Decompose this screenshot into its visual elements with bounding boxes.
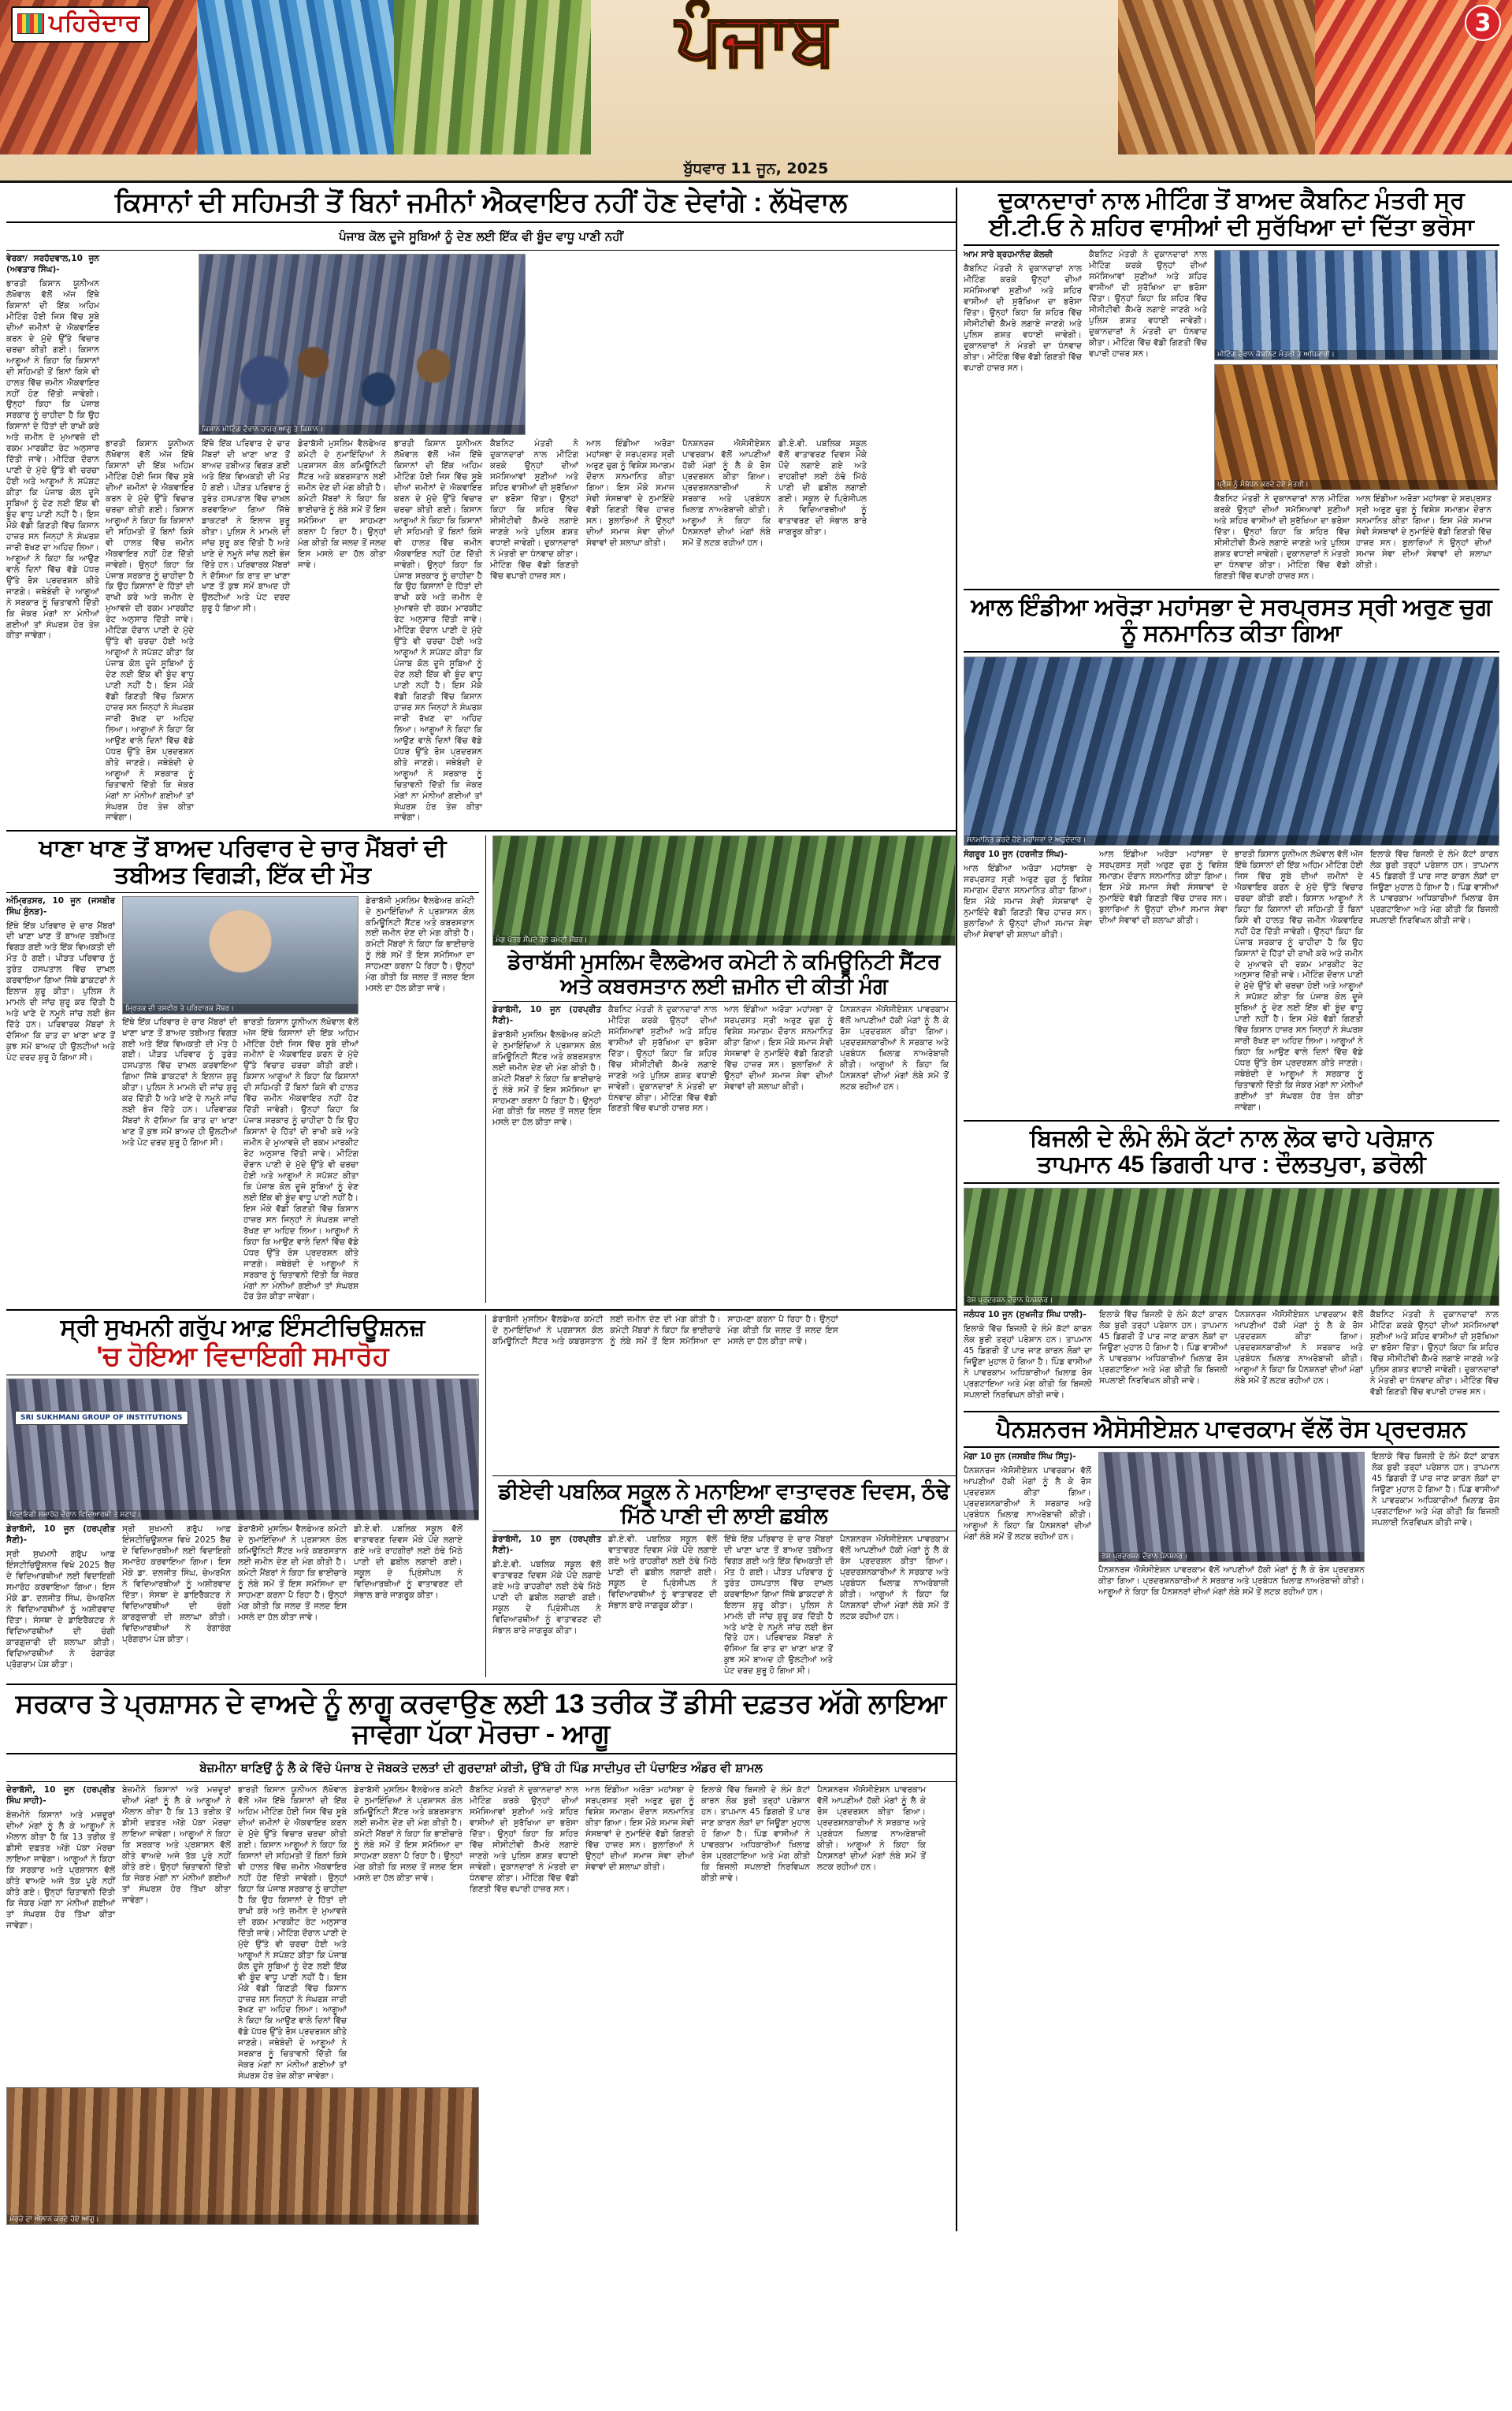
body-col6: ਕੈਬਨਿਟ ਮੰਤਰੀ ਨੇ ਦੁਕਾਨਦਾਰਾਂ ਨਾਲ ਮੀਟਿੰਗ ਕਰਕੇ ਉਨ੍ਹਾਂ ਦੀਆਂ ਸਮੱਸਿਆਵਾਂ ਸੁਣੀਆਂ ਅਤੇ ਸ਼ਹਿਰ ਵਾਸੀਆਂ ਦੀ ਸੁਰੱਖਿਆ ਦਾ ਭਰੋਸਾ ਦਿੱਤਾ। ਉਨ੍ਹਾਂ ਕਿਹਾ ਕਿ ਸ਼ਹਿਰ ਵਿੱਚ ਸੀਸੀਟੀਵੀ ਕੈਮਰੇ ਲਗਾਏ ਜਾਣਗੇ ਅਤੇ ਪੁਲਿਸ ਗਸ਼ਤ ਵਧਾਈ ਜਾਵੇਗੀ। ਦੁਕਾਨਦਾਰਾਂ ਨੇ ਮੰਤਰੀ ਦਾ ਧੰਨਵਾਦ ਕੀਤਾ। ਮੀਟਿੰਗ ਵਿੱਚ ਵੱਡੀ ਗਿਣਤੀ ਵਿੱਚ ਵਪਾਰੀ ਹਾਜ਼ਰ ਸਨ। [490, 439, 578, 581]
article-dc-morcha [6, 1689, 956, 2225]
body-col8: ਪੈਨਸ਼ਨਰਜ ਐਸੋਸੀਏਸ਼ਨ ਪਾਵਰਕਾਮ ਵੱਲੋਂ ਆਪਣੀਆਂ ਹੱਕੀ ਮੰਗਾਂ ਨੂੰ ਲੈ ਕੇ ਰੋਸ ਪ੍ਰਦਰਸ਼ਨ ਕੀਤਾ ਗਿਆ। ਪ੍ਰਦਰਸ਼ਨਕਾਰੀਆਂ ਨੇ ਸਰਕਾਰ ਅਤੇ ਪ੍ਰਬੰਧਨ ਖ਼ਿਲਾਫ਼ ਨਾਅਰੇਬਾਜ਼ੀ ਕੀਤੀ। ਆਗੂਆਂ ਨੇ ਕਿਹਾ ਕਿ ਪੈਨਸ਼ਨਰਾਂ ਦੀਆਂ ਮੰਗਾਂ ਲੰਬੇ ਸਮੇਂ ਤੋਂ ਲਟਕ ਰਹੀਆਂ ਹਨ। [682, 439, 771, 548]
body-col2: ਪੈਨਸ਼ਨਰਜ ਐਸੋਸੀਏਸ਼ਨ ਪਾਵਰਕਾਮ ਵੱਲੋਂ ਆਪਣੀਆਂ ਹੱਕੀ ਮੰਗਾਂ ਨੂੰ ਲੈ ਕੇ ਰੋਸ ਪ੍ਰਦਰਸ਼ਨ ਕੀਤਾ ਗਿਆ। ਪ੍ਰਦਰਸ਼ਨਕਾਰੀਆਂ ਨੇ ਸਰਕਾਰ ਅਤੇ ਪ੍ਰਬੰਧਨ ਖ਼ਿਲਾਫ਼ ਨਾਅਰੇਬਾਜ਼ੀ ਕੀਤੀ। ਆਗੂਆਂ ਨੇ ਕਿਹਾ ਕਿ ਪੈਨਸ਼ਨਰਾਂ ਦੀਆਂ ਮੰਗਾਂ ਲੰਬੇ ਸਮੇਂ ਤੋਂ ਲਟਕ ਰਹੀਆਂ ਹਨ। [1098, 1565, 1365, 1598]
body-col3: ਭਾਰਤੀ ਕਿਸਾਨ ਯੂਨੀਅਨ ਲੱਖੋਵਾਲ ਵੱਲੋਂ ਅੱਜ ਇੱਥੇ ਕਿਸਾਨਾਂ ਦੀ ਇੱਕ ਅਹਿਮ ਮੀਟਿੰਗ ਹੋਈ ਜਿਸ ਵਿੱਚ ਸੂਬੇ ਦੀਆਂ ਜ਼ਮੀਨਾਂ ਦੇ ਐਕਵਾਇਰ ਕਰਨ ਦੇ ਮੁੱਦੇ ਉੱਤੇ ਵਿਚਾਰ ਚਰਚਾ ਕੀਤੀ ਗਈ। ਕਿਸਾਨ ਆਗੂਆਂ ਨੇ ਕਿਹਾ ਕਿ ਕਿਸਾਨਾਂ ਦੀ ਸਹਿਮਤੀ ਤੋਂ ਬਿਨਾਂ ਕਿਸੇ ਵੀ ਹਾਲਤ ਵਿੱਚ ਜ਼ਮੀਨ ਐਕਵਾਇਰ ਨਹੀਂ ਹੋਣ ਦਿੱਤੀ ਜਾਵੇਗੀ। ਉਨ੍ਹਾਂ ਕਿਹਾ ਕਿ ਪੰਜਾਬ ਸਰਕਾਰ ਨੂੰ ਚਾਹੀਦਾ ਹੈ ਕਿ ਉਹ ਕਿਸਾਨਾਂ ਦੇ ਹਿੱਤਾਂ ਦੀ ਰਾਖੀ ਕਰੇ ਅਤੇ ਜ਼ਮੀਨ ਦੇ ਮੁਆਵਜ਼ੇ ਦੀ ਰਕਮ ਮਾਰਕੀਟ ਰੇਟ ਅਨੁਸਾਰ ਦਿੱਤੀ ਜਾਵੇ। ਮੀਟਿੰਗ ਦੌਰਾਨ ਪਾਣੀ ਦੇ ਮੁੱਦੇ ਉੱਤੇ ਵੀ ਚਰਚਾ ਹੋਈ ਅਤੇ ਆਗੂਆਂ ਨੇ ਸਪੱਸ਼ਟ ਕੀਤਾ ਕਿ ਪੰਜਾਬ ਕੋਲ ਦੂਜੇ ਸੂਬਿਆਂ ਨੂੰ ਦੇਣ ਲਈ ਇੱਕ ਵੀ ਬੂੰਦ ਵਾਧੂ ਪਾਣੀ ਨਹੀਂ ਹੈ। ਇਸ ਮੌਕੇ ਵੱਡੀ ਗਿਣਤੀ ਵਿੱਚ ਕਿਸਾਨ ਹਾਜ਼ਰ ਸਨ ਜਿਨ੍ਹਾਂ ਨੇ ਸੰਘਰਸ਼ ਜਾਰੀ ਰੱਖਣ ਦਾ ਅਹਿਦ ਲਿਆ। ਆਗੂਆਂ ਨੇ ਕਿਹਾ ਕਿ ਆਉਣ ਵਾਲੇ ਦਿਨਾਂ ਵਿੱਚ ਵੱਡੇ ਪੱਧਰ ਉੱਤੇ ਰੋਸ ਪ੍ਰਦਰਸ਼ਨ ਕੀਤੇ ਜਾਣਗੇ। ਜਥੇਬੰਦੀ ਦੇ ਆਗੂਆਂ ਨੇ ਸਰਕਾਰ ਨੂੰ ਚਿਤਾਵਨੀ ਦਿੱਤੀ ਕਿ ਜੇਕਰ ਮੰਗਾਂ ਨਾ ਮੰਨੀਆਂ ਗਈਆਂ ਤਾਂ ਸੰਘਰਸ਼ ਹੋਰ ਤੇਜ਼ ਕੀਤਾ ਜਾਵੇਗਾ। [1235, 850, 1363, 1112]
photo-caption: ਵਿਦਾਇਗੀ ਸਮਾਰੋਹ ਦੌਰਾਨ ਵਿਦਿਆਰਥੀ ਤੇ ਸਟਾਫ਼। [7, 1510, 478, 1520]
body-col4: ਪੈਨਸ਼ਨਰਜ ਐਸੋਸੀਏਸ਼ਨ ਪਾਵਰਕਾਮ ਵੱਲੋਂ ਆਪਣੀਆਂ ਹੱਕੀ ਮੰਗਾਂ ਨੂੰ ਲੈ ਕੇ ਰੋਸ ਪ੍ਰਦਰਸ਼ਨ ਕੀਤਾ ਗਿਆ। ਪ੍ਰਦਰਸ਼ਨਕਾਰੀਆਂ ਨੇ ਸਰਕਾਰ ਅਤੇ ਪ੍ਰਬੰਧਨ ਖ਼ਿਲਾਫ਼ ਨਾਅਰੇਬਾਜ਼ੀ ਕੀਤੀ। ਆਗੂਆਂ ਨੇ ਕਿਹਾ ਕਿ ਪੈਨਸ਼ਨਰਾਂ ਦੀਆਂ ਮੰਗਾਂ ਲੰਬੇ ਸਮੇਂ ਤੋਂ ਲਟਕ ਰਹੀਆਂ ਹਨ। [840, 1004, 949, 1092]
article-photo-victim [122, 896, 358, 1014]
article-cabinet-minister [964, 188, 1499, 582]
body-text: ਇੱਥੇ ਇੱਕ ਪਰਿਵਾਰ ਦੇ ਚਾਰ ਮੈਂਬਰਾਂ ਦੀ ਖਾਣਾ ਖਾਣ ਤੋਂ ਬਾਅਦ ਤਬੀਅਤ ਵਿਗੜ ਗਈ ਅਤੇ ਇੱਕ ਵਿਅਕਤੀ ਦੀ ਮੌਤ ਹੋ ਗਈ। ਪੀੜਤ ਪਰਿਵਾਰ ਨੂੰ ਤੁਰੰਤ ਹਸਪਤਾਲ ਵਿੱਚ ਦਾਖ਼ਲ ਕਰਵਾਇਆ ਗਿਆ ਜਿੱਥੇ ਡਾਕਟਰਾਂ ਨੇ ਇਲਾਜ ਸ਼ੁਰੂ ਕੀਤਾ। ਪੁਲਿਸ ਨੇ ਮਾਮਲੇ ਦੀ ਜਾਂਚ ਸ਼ੁਰੂ ਕਰ ਦਿੱਤੀ ਹੈ ਅਤੇ ਖਾਣੇ ਦੇ ਨਮੂਨੇ ਜਾਂਚ ਲਈ ਭੇਜ ਦਿੱਤੇ ਹਨ। ਪਰਿਵਾਰਕ ਮੈਂਬਰਾਂ ਨੇ ਦੱਸਿਆ ਕਿ ਰਾਤ ਦਾ ਖਾਣਾ ਖਾਣ ਤੋਂ ਕੁਝ ਸਮੇਂ ਬਾਅਦ ਹੀ ਉਲਟੀਆਂ ਅਤੇ ਪੇਟ ਦਰਦ ਸ਼ੁਰੂ ਹੋ ਗਿਆ ਸੀ। [6, 921, 115, 1062]
body-col4: ਡੇਰਾਬੱਸੀ ਮੁਸਲਿਮ ਵੈਲਫੇਅਰ ਕਮੇਟੀ ਦੇ ਨੁਮਾਇੰਦਿਆਂ ਨੇ ਪ੍ਰਸ਼ਾਸਨ ਕੋਲ ਕਮਿਊਨਿਟੀ ਸੈਂਟਰ ਅਤੇ ਕਬਰਸਤਾਨ ਲਈ ਜ਼ਮੀਨ ਦੇਣ ਦੀ ਮੰਗ ਕੀਤੀ ਹੈ। ਕਮੇਟੀ ਮੈਂਬਰਾਂ ਨੇ ਕਿਹਾ ਕਿ ਭਾਈਚਾਰੇ ਨੂੰ ਲੰਬੇ ਸਮੇਂ ਤੋਂ ਇਸ ਸਮੱਸਿਆ ਦਾ ਸਾਹਮਣਾ ਕਰਨਾ ਪੈ ਰਿਹਾ ਹੈ। ਉਨ੍ਹਾਂ ਮੰਗ ਕੀਤੀ ਕਿ ਜਲਦ ਤੋਂ ਜਲਦ ਇਸ ਮਸਲੇ ਦਾ ਹੱਲ ਕੀਤਾ ਜਾਵੇ। [298, 439, 387, 570]
body-col1 [6, 1785, 115, 2082]
body-col1 [964, 250, 1082, 582]
photo-caption: ਰੋਸ ਪ੍ਰਦਰਸ਼ਨ ਦੌਰਾਨ ਪੈਨਸ਼ਨਰ। [964, 1296, 1499, 1305]
body-text: ਡੀ.ਏ.ਵੀ. ਪਬਲਿਕ ਸਕੂਲ ਵੱਲੋਂ ਵਾਤਾਵਰਣ ਦਿਵਸ ਮੌਕੇ ਪੌਦੇ ਲਗਾਏ ਗਏ ਅਤੇ ਰਾਹਗੀਰਾਂ ਲਈ ਠੰਢੇ ਮਿੱਠੇ ਪਾਣੀ ਦੀ ਛਬੀਲ ਲਗਾਈ ਗਈ। ਸਕੂਲ ਦੇ ਪ੍ਰਿੰਸੀਪਲ ਨੇ ਵਿਦਿਆਰਥੀਆਂ ਨੂੰ ਵਾਤਾਵਰਣ ਦੀ ਸੰਭਾਲ ਬਾਰੇ ਜਾਗਰੂਕ ਕੀਤਾ। [492, 1559, 601, 1635]
dateline: ਵੇਰਕਾ/ ਸਰਹੱਦਵਾਲ,10 ਜੂਨ (ਅਵਤਾਰ ਸਿੰਘ)- [6, 254, 99, 275]
body-col5: ਭਾਰਤੀ ਕਿਸਾਨ ਯੂਨੀਅਨ ਲੱਖੋਵਾਲ ਵੱਲੋਂ ਅੱਜ ਇੱਥੇ ਕਿਸਾਨਾਂ ਦੀ ਇੱਕ ਅਹਿਮ ਮੀਟਿੰਗ ਹੋਈ ਜਿਸ ਵਿੱਚ ਸੂਬੇ ਦੀਆਂ ਜ਼ਮੀਨਾਂ ਦੇ ਐਕਵਾਇਰ ਕਰਨ ਦੇ ਮੁੱਦੇ ਉੱਤੇ ਵਿਚਾਰ ਚਰਚਾ ਕੀਤੀ ਗਈ। ਕਿਸਾਨ ਆਗੂਆਂ ਨੇ ਕਿਹਾ ਕਿ ਕਿਸਾਨਾਂ ਦੀ ਸਹਿਮਤੀ ਤੋਂ ਬਿਨਾਂ ਕਿਸੇ ਵੀ ਹਾਲਤ ਵਿੱਚ ਜ਼ਮੀਨ ਐਕਵਾਇਰ ਨਹੀਂ ਹੋਣ ਦਿੱਤੀ ਜਾਵੇਗੀ। ਉਨ੍ਹਾਂ ਕਿਹਾ ਕਿ ਪੰਜਾਬ ਸਰਕਾਰ ਨੂੰ ਚਾਹੀਦਾ ਹੈ ਕਿ ਉਹ ਕਿਸਾਨਾਂ ਦੇ ਹਿੱਤਾਂ ਦੀ ਰਾਖੀ ਕਰੇ ਅਤੇ ਜ਼ਮੀਨ ਦੇ ਮੁਆਵਜ਼ੇ ਦੀ ਰਕਮ ਮਾਰਕੀਟ ਰੇਟ ਅਨੁਸਾਰ ਦਿੱਤੀ ਜਾਵੇ। ਮੀਟਿੰਗ ਦੌਰਾਨ ਪਾਣੀ ਦੇ ਮੁੱਦੇ ਉੱਤੇ ਵੀ ਚਰਚਾ ਹੋਈ ਅਤੇ ਆਗੂਆਂ ਨੇ ਸਪੱਸ਼ਟ ਕੀਤਾ ਕਿ ਪੰਜਾਬ ਕੋਲ ਦੂਜੇ ਸੂਬਿਆਂ ਨੂੰ ਦੇਣ ਲਈ ਇੱਕ ਵੀ ਬੂੰਦ ਵਾਧੂ ਪਾਣੀ ਨਹੀਂ ਹੈ। ਇਸ ਮੌਕੇ ਵੱਡੀ ਗਿਣਤੀ ਵਿੱਚ ਕਿਸਾਨ ਹਾਜ਼ਰ ਸਨ ਜਿਨ੍ਹਾਂ ਨੇ ਸੰਘਰਸ਼ ਜਾਰੀ ਰੱਖਣ ਦਾ ਅਹਿਦ ਲਿਆ। ਆਗੂਆਂ ਨੇ ਕਿਹਾ ਕਿ ਆਉਣ ਵਾਲੇ ਦਿਨਾਂ ਵਿੱਚ ਵੱਡੇ ਪੱਧਰ ਉੱਤੇ ਰੋਸ ਪ੍ਰਦਰਸ਼ਨ ਕੀਤੇ ਜਾਣਗੇ। ਜਥੇਬੰਦੀ ਦੇ ਆਗੂਆਂ ਨੇ ਸਰਕਾਰ ਨੂੰ ਚਿਤਾਵਨੀ ਦਿੱਤੀ ਕਿ ਜੇਕਰ ਮੰਗਾਂ ਨਾ ਮੰਨੀਆਂ ਗਈਆਂ ਤਾਂ ਸੰਘਰਸ਼ ਹੋਰ ਤੇਜ਼ ਕੀਤਾ ਜਾਵੇਗਾ। [394, 439, 482, 823]
publication-logo [11, 6, 150, 43]
masthead [0, 0, 1512, 183]
body-col7: ਆਲ ਇੰਡੀਆ ਅਰੋੜਾ ਮਹਾਂਸਭਾ ਦੇ ਸਰਪ੍ਰਸਤ ਸ੍ਰੀ ਅਰੁਣ ਚੁਗ ਨੂੰ ਵਿਸ਼ੇਸ਼ ਸਮਾਗਮ ਦੌਰਾਨ ਸਨਮਾਨਿਤ ਕੀਤਾ ਗਿਆ। ਇਸ ਮੌਕੇ ਸਮਾਜ ਸੇਵੀ ਸੰਸਥਾਵਾਂ ਦੇ ਨੁਮਾਇੰਦੇ ਵੱਡੀ ਗਿਣਤੀ ਵਿੱਚ ਹਾਜ਼ਰ ਸਨ। ਬੁਲਾਰਿਆਂ ਨੇ ਉਨ੍ਹਾਂ ਦੀਆਂ ਸਮਾਜ ਸੇਵਾ ਦੀਆਂ ਸੇਵਾਵਾਂ ਦੀ ਸ਼ਲਾਘਾ ਕੀਤੀ। [586, 439, 674, 548]
body-col2: ਬੇਜ਼ਮੀਨੇ ਕਿਸਾਨਾਂ ਅਤੇ ਮਜ਼ਦੂਰਾਂ ਦੀਆਂ ਮੰਗਾਂ ਨੂੰ ਲੈ ਕੇ ਆਗੂਆਂ ਨੇ ਐਲਾਨ ਕੀਤਾ ਹੈ ਕਿ 13 ਤਰੀਕ ਤੋਂ ਡੀਸੀ ਦਫ਼ਤਰ ਅੱਗੇ ਪੱਕਾ ਮੋਰਚਾ ਲਾਇਆ ਜਾਵੇਗਾ। ਆਗੂਆਂ ਨੇ ਕਿਹਾ ਕਿ ਸਰਕਾਰ ਅਤੇ ਪ੍ਰਸ਼ਾਸਨ ਵੱਲੋਂ ਕੀਤੇ ਵਾਅਦੇ ਅਜੇ ਤੱਕ ਪੂਰੇ ਨਹੀਂ ਕੀਤੇ ਗਏ। ਉਨ੍ਹਾਂ ਚਿਤਾਵਨੀ ਦਿੱਤੀ ਕਿ ਜੇਕਰ ਮੰਗਾਂ ਨਾ ਮੰਨੀਆਂ ਗਈਆਂ ਤਾਂ ਸੰਘਰਸ਼ ਹੋਰ ਤਿੱਖਾ ਕੀਤਾ ਜਾਵੇਗਾ। [122, 1785, 231, 1905]
article-headline-line2: 'ਚ ਹੋਇਆ ਵਿਦਾਇਗੀ ਸਮਾਰੋਹ [96, 1341, 389, 1371]
body-col3: ਡੇਰਾਬੱਸੀ ਮੁਸਲਿਮ ਵੈਲਫੇਅਰ ਕਮੇਟੀ ਦੇ ਨੁਮਾਇੰਦਿਆਂ ਨੇ ਪ੍ਰਸ਼ਾਸਨ ਕੋਲ ਕਮਿਊਨਿਟੀ ਸੈਂਟਰ ਅਤੇ ਕਬਰਸਤਾਨ ਲਈ ਜ਼ਮੀਨ ਦੇਣ ਦੀ ਮੰਗ ਕੀਤੀ ਹੈ। ਕਮੇਟੀ ਮੈਂਬਰਾਂ ਨੇ ਕਿਹਾ ਕਿ ਭਾਈਚਾਰੇ ਨੂੰ ਲੰਬੇ ਸਮੇਂ ਤੋਂ ਇਸ ਸਮੱਸਿਆ ਦਾ ਸਾਹਮਣਾ ਕਰਨਾ ਪੈ ਰਿਹਾ ਹੈ। ਉਨ੍ਹਾਂ ਮੰਗ ਕੀਤੀ ਕਿ ਜਲਦ ਤੋਂ ਜਲਦ ਇਸ ਮਸਲੇ ਦਾ ਹੱਲ ਕੀਤਾ ਜਾਵੇ। [238, 1524, 347, 1622]
article-lakhowal [6, 188, 956, 824]
article-headline: ਆਲ ਇੰਡੀਆ ਅਰੋੜਾ ਮਹਾਂਸਭਾ ਦੇ ਸਰਪ੍ਰਸਤ ਸ੍ਰੀ ਅਰੁਣ ਚੁਗ ਨੂੰ ਸਨਮਾਨਿਤ ਕੀਤਾ ਗਿਆ [971, 593, 1492, 647]
dateline: ਡੇਰਾਬੱਸੀ, 10 ਜੂਨ (ਹਰਪ੍ਰੀਤ ਸੈਣੀ)- [492, 1004, 601, 1025]
page-title [457, 0, 1056, 80]
article-headline-line1: ਸ੍ਰੀ ਸੁਖਮਨੀ ਗਰੁੱਪ ਆਫ਼ ਇੰਸਟੀਚਿਊਸ਼ਨਜ਼ [60, 1315, 425, 1341]
photo-caption: ਰੋਸ ਪ੍ਰਦਰਸ਼ਨ ਦੌਰਾਨ ਪੈਨਸ਼ਨਰ। [1099, 1552, 1364, 1561]
photo-caption: ਸਨਮਾਨਿਤ ਕਰਦੇ ਹੋਏ ਮਹਾਂਸਭਾ ਦੇ ਅਹੁਦੇਦਾਰ। [964, 835, 1499, 845]
article-photo-committee [492, 835, 956, 946]
dateline: ਆਮ ਸਾਰੇ ਬ੍ਰਹਮਾਨੰਦ ਕੋਲਜ਼ੀ [964, 250, 1053, 260]
dateline: ਅੰਮ੍ਰਿਤਸਰ, 10 ਜੂਨ (ਜਸਬੀਰ ਸਿੰਘ ਸੁੰਨੜ)- [6, 895, 115, 917]
body-col6: ਆਲ ਇੰਡੀਆ ਅਰੋੜਾ ਮਹਾਂਸਭਾ ਦੇ ਸਰਪ੍ਰਸਤ ਸ੍ਰੀ ਅਰੁਣ ਚੁਗ ਨੂੰ ਵਿਸ਼ੇਸ਼ ਸਮਾਗਮ ਦੌਰਾਨ ਸਨਮਾਨਿਤ ਕੀਤਾ ਗਿਆ। ਇਸ ਮੌਕੇ ਸਮਾਜ ਸੇਵੀ ਸੰਸਥਾਵਾਂ ਦੇ ਨੁਮਾਇੰਦੇ ਵੱਡੀ ਗਿਣਤੀ ਵਿੱਚ ਹਾਜ਼ਰ ਸਨ। ਬੁਲਾਰਿਆਂ ਨੇ ਉਨ੍ਹਾਂ ਦੀਆਂ ਸਮਾਜ ਸੇਵਾ ਦੀਆਂ ਸੇਵਾਵਾਂ ਦੀ ਸ਼ਲਾਘਾ ਕੀਤੀ। [585, 1785, 694, 1873]
article-photo-press [1214, 364, 1498, 490]
article-food-poisoning [6, 835, 956, 1303]
body-col3: ਆਲ ਇੰਡੀਆ ਅਰੋੜਾ ਮਹਾਂਸਭਾ ਦੇ ਸਰਪ੍ਰਸਤ ਸ੍ਰੀ ਅਰੁਣ ਚੁਗ ਨੂੰ ਵਿਸ਼ੇਸ਼ ਸਮਾਗਮ ਦੌਰਾਨ ਸਨਮਾਨਿਤ ਕੀਤਾ ਗਿਆ। ਇਸ ਮੌਕੇ ਸਮਾਜ ਸੇਵੀ ਸੰਸਥਾਵਾਂ ਦੇ ਨੁਮਾਇੰਦੇ ਵੱਡੀ ਗਿਣਤੀ ਵਿੱਚ ਹਾਜ਼ਰ ਸਨ। ਬੁਲਾਰਿਆਂ ਨੇ ਉਨ੍ਹਾਂ ਦੀਆਂ ਸਮਾਜ ਸੇਵਾ ਦੀਆਂ ਸੇਵਾਵਾਂ ਦੀ ਸ਼ਲਾਘਾ ਕੀਤੀ। [724, 1004, 833, 1092]
body-col2: ਭਾਰਤੀ ਕਿਸਾਨ ਯੂਨੀਅਨ ਲੱਖੋਵਾਲ ਵੱਲੋਂ ਅੱਜ ਇੱਥੇ ਕਿਸਾਨਾਂ ਦੀ ਇੱਕ ਅਹਿਮ ਮੀਟਿੰਗ ਹੋਈ ਜਿਸ ਵਿੱਚ ਸੂਬੇ ਦੀਆਂ ਜ਼ਮੀਨਾਂ ਦੇ ਐਕਵਾਇਰ ਕਰਨ ਦੇ ਮੁੱਦੇ ਉੱਤੇ ਵਿਚਾਰ ਚਰਚਾ ਕੀਤੀ ਗਈ। ਕਿਸਾਨ ਆਗੂਆਂ ਨੇ ਕਿਹਾ ਕਿ ਕਿਸਾਨਾਂ ਦੀ ਸਹਿਮਤੀ ਤੋਂ ਬਿਨਾਂ ਕਿਸੇ ਵੀ ਹਾਲਤ ਵਿੱਚ ਜ਼ਮੀਨ ਐਕਵਾਇਰ ਨਹੀਂ ਹੋਣ ਦਿੱਤੀ ਜਾਵੇਗੀ। ਉਨ੍ਹਾਂ ਕਿਹਾ ਕਿ ਪੰਜਾਬ ਸਰਕਾਰ ਨੂੰ ਚਾਹੀਦਾ ਹੈ ਕਿ ਉਹ ਕਿਸਾਨਾਂ ਦੇ ਹਿੱਤਾਂ ਦੀ ਰਾਖੀ ਕਰੇ ਅਤੇ ਜ਼ਮੀਨ ਦੇ ਮੁਆਵਜ਼ੇ ਦੀ ਰਕਮ ਮਾਰਕੀਟ ਰੇਟ ਅਨੁਸਾਰ ਦਿੱਤੀ ਜਾਵੇ। ਮੀਟਿੰਗ ਦੌਰਾਨ ਪਾਣੀ ਦੇ ਮੁੱਦੇ ਉੱਤੇ ਵੀ ਚਰਚਾ ਹੋਈ ਅਤੇ ਆਗੂਆਂ ਨੇ ਸਪੱਸ਼ਟ ਕੀਤਾ ਕਿ ਪੰਜਾਬ ਕੋਲ ਦੂਜੇ ਸੂਬਿਆਂ ਨੂੰ ਦੇਣ ਲਈ ਇੱਕ ਵੀ ਬੂੰਦ ਵਾਧੂ ਪਾਣੀ ਨਹੀਂ ਹੈ। ਇਸ ਮੌਕੇ ਵੱਡੀ ਗਿਣਤੀ ਵਿੱਚ ਕਿਸਾਨ ਹਾਜ਼ਰ ਸਨ ਜਿਨ੍ਹਾਂ ਨੇ ਸੰਘਰਸ਼ ਜਾਰੀ ਰੱਖਣ ਦਾ ਅਹਿਦ ਲਿਆ। ਆਗੂਆਂ ਨੇ ਕਿਹਾ ਕਿ ਆਉਣ ਵਾਲੇ ਦਿਨਾਂ ਵਿੱਚ ਵੱਡੇ ਪੱਧਰ ਉੱਤੇ ਰੋਸ ਪ੍ਰਦਰਸ਼ਨ ਕੀਤੇ ਜਾਣਗੇ। ਜਥੇਬੰਦੀ ਦੇ ਆਗੂਆਂ ਨੇ ਸਰਕਾਰ ਨੂੰ ਚਿਤਾਵਨੀ ਦਿੱਤੀ ਕਿ ਜੇਕਰ ਮੰਗਾਂ ਨਾ ਮੰਨੀਆਂ ਗਈਆਂ ਤਾਂ ਸੰਘਰਸ਼ ਹੋਰ ਤੇਜ਼ ਕੀਤਾ ਜਾਵੇਗਾ। [106, 439, 194, 823]
body-col1 [492, 1535, 601, 1677]
article-photo-farmers [199, 254, 526, 435]
body-col4: ਡੀ.ਏ.ਵੀ. ਪਬਲਿਕ ਸਕੂਲ ਵੱਲੋਂ ਵਾਤਾਵਰਣ ਦਿਵਸ ਮੌਕੇ ਪੌਦੇ ਲਗਾਏ ਗਏ ਅਤੇ ਰਾਹਗੀਰਾਂ ਲਈ ਠੰਢੇ ਮਿੱਠੇ ਪਾਣੀ ਦੀ ਛਬੀਲ ਲਗਾਈ ਗਈ। ਸਕੂਲ ਦੇ ਪ੍ਰਿੰਸੀਪਲ ਨੇ ਵਿਦਿਆਰਥੀਆਂ ਨੂੰ ਵਾਤਾਵਰਣ ਦੀ ਸੰਭਾਲ ਬਾਰੇ ਜਾਗਰੂਕ ਕੀਤਾ। [354, 1524, 463, 1600]
article-headline-line1: ਬਿਜਲੀ ਦੇ ਲੰਮੇ ਲੰਮੇ ਕੱਟਾਂ ਨਾਲ ਲੋਕ ਢਾਹੇ ਪਰੇਸ਼ਾਨ [1029, 1125, 1434, 1152]
article-subheadline: ਪੰਜਾਬ ਕੋਲ ਦੂਜੇ ਸੂਬਿਆਂ ਨੂੰ ਦੇਣ ਲਈ ਇੱਕ ਵੀ ਬੂੰਦ ਵਾਧੂ ਪਾਣੀ ਨਹੀਂ [339, 229, 623, 244]
article-headline: ਸਰਕਾਰ ਤੇ ਪ੍ਰਸ਼ਾਸਨ ਦੇ ਵਾਅਦੇ ਨੂੰ ਲਾਗੂ ਕਰਵਾਉਣ ਲਈ 13 ਤਰੀਕ ਤੋਂ ਡੀਸੀ ਦਫ਼ਤਰ ਅੱਗੇ ਲਾਇਆ ਜਾਵੇਗਾ ਪੱਕਾ ਮੋਰਚਾ - ਆਗੂ [15, 1689, 947, 1750]
body-text: ਕੈਬਨਿਟ ਮੰਤਰੀ ਨੇ ਦੁਕਾਨਦਾਰਾਂ ਨਾਲ ਮੀਟਿੰਗ ਕਰਕੇ ਉਨ੍ਹਾਂ ਦੀਆਂ ਸਮੱਸਿਆਵਾਂ ਸੁਣੀਆਂ ਅਤੇ ਸ਼ਹਿਰ ਵਾਸੀਆਂ ਦੀ ਸੁਰੱਖਿਆ ਦਾ ਭਰੋਸਾ ਦਿੱਤਾ। ਉਨ੍ਹਾਂ ਕਿਹਾ ਕਿ ਸ਼ਹਿਰ ਵਿੱਚ ਸੀਸੀਟੀਵੀ ਕੈਮਰੇ ਲਗਾਏ ਜਾਣਗੇ ਅਤੇ ਪੁਲਿਸ ਗਸ਼ਤ ਵਧਾਈ ਜਾਵੇਗੀ। ਦੁਕਾਨਦਾਰਾਂ ਨੇ ਮੰਤਰੀ ਦਾ ਧੰਨਵਾਦ ਕੀਤਾ। ਮੀਟਿੰਗ ਵਿੱਚ ਵੱਡੀ ਗਿਣਤੀ ਵਿੱਚ ਵਪਾਰੀ ਹਾਜ਼ਰ ਸਨ। [964, 264, 1082, 373]
photo-caption: ਕਿਸਾਨ ਮੀਟਿੰਗ ਦੌਰਾਨ ਹਾਜ਼ਰ ਆਗੂ ਤੇ ਕਿਸਾਨ। [199, 425, 525, 434]
body-col4: ਪੈਨਸ਼ਨਰਜ ਐਸੋਸੀਏਸ਼ਨ ਪਾਵਰਕਾਮ ਵੱਲੋਂ ਆਪਣੀਆਂ ਹੱਕੀ ਮੰਗਾਂ ਨੂੰ ਲੈ ਕੇ ਰੋਸ ਪ੍ਰਦਰਸ਼ਨ ਕੀਤਾ ਗਿਆ। ਪ੍ਰਦਰਸ਼ਨਕਾਰੀਆਂ ਨੇ ਸਰਕਾਰ ਅਤੇ ਪ੍ਰਬੰਧਨ ਖ਼ਿਲਾਫ਼ ਨਾਅਰੇਬਾਜ਼ੀ ਕੀਤੀ। ਆਗੂਆਂ ਨੇ ਕਿਹਾ ਕਿ ਪੈਨਸ਼ਨਰਾਂ ਦੀਆਂ ਮੰਗਾਂ ਲੰਬੇ ਸਮੇਂ ਤੋਂ ਲਟਕ ਰਹੀਆਂ ਹਨ। [840, 1534, 949, 1621]
body-text: ਬੇਜ਼ਮੀਨੇ ਕਿਸਾਨਾਂ ਅਤੇ ਮਜ਼ਦੂਰਾਂ ਦੀਆਂ ਮੰਗਾਂ ਨੂੰ ਲੈ ਕੇ ਆਗੂਆਂ ਨੇ ਐਲਾਨ ਕੀਤਾ ਹੈ ਕਿ 13 ਤਰੀਕ ਤੋਂ ਡੀਸੀ ਦਫ਼ਤਰ ਅੱਗੇ ਪੱਕਾ ਮੋਰਚਾ ਲਾਇਆ ਜਾਵੇਗਾ। ਆਗੂਆਂ ਨੇ ਕਿਹਾ ਕਿ ਸਰਕਾਰ ਅਤੇ ਪ੍ਰਸ਼ਾਸਨ ਵੱਲੋਂ ਕੀਤੇ ਵਾਅਦੇ ਅਜੇ ਤੱਕ ਪੂਰੇ ਨਹੀਂ ਕੀਤੇ ਗਏ। ਉਨ੍ਹਾਂ ਚਿਤਾਵਨੀ ਦਿੱਤੀ ਕਿ ਜੇਕਰ ਮੰਗਾਂ ਨਾ ਮੰਨੀਆਂ ਗਈਆਂ ਤਾਂ ਸੰਘਰਸ਼ ਹੋਰ ਤਿੱਖਾ ਕੀਤਾ ਜਾਵੇਗਾ। [6, 1810, 115, 1930]
dateline: ਮੋਗਾ 10 ਜੂਨ (ਜਸਬੀਰ ਸਿੰਘ ਸਿੱਧੂ)- [964, 1452, 1076, 1462]
issue-date: ਬੁੱਧਵਾਰ 11 ਜੂਨ, 2025 [683, 160, 829, 177]
article-headline: ਡੀਏਵੀ ਪਬਲਿਕ ਸਕੂਲ ਨੇ ਮਨਾਇਆ ਵਾਤਾਵਰਣ ਦਿਵਸ, ਠੰਢੇ ਮਿੱਠੇ ਪਾਣੀ ਦੀ ਲਾਈ ਛਬੀਲ [498, 1479, 950, 1527]
body-continuation: ਡੇਰਾਬੱਸੀ ਮੁਸਲਿਮ ਵੈਲਫੇਅਰ ਕਮੇਟੀ ਦੇ ਨੁਮਾਇੰਦਿਆਂ ਨੇ ਪ੍ਰਸ਼ਾਸਨ ਕੋਲ ਕਮਿਊਨਿਟੀ ਸੈਂਟਰ ਅਤੇ ਕਬਰਸਤਾਨ ਲਈ ਜ਼ਮੀਨ ਦੇਣ ਦੀ ਮੰਗ ਕੀਤੀ ਹੈ। ਕਮੇਟੀ ਮੈਂਬਰਾਂ ਨੇ ਕਿਹਾ ਕਿ ਭਾਈਚਾਰੇ ਨੂੰ ਲੰਬੇ ਸਮੇਂ ਤੋਂ ਇਸ ਸਮੱਸਿਆ ਦਾ ਸਾਹਮਣਾ ਕਰਨਾ ਪੈ ਰਿਹਾ ਹੈ। ਉਨ੍ਹਾਂ ਮੰਗ ਕੀਤੀ ਕਿ ਜਲਦ ਤੋਂ ਜਲਦ ਇਸ ਮਸਲੇ ਦਾ ਹੱਲ ਕੀਤਾ ਜਾਵੇ। [492, 1315, 838, 1347]
body-col3: ਇਲਾਕੇ ਵਿੱਚ ਬਿਜਲੀ ਦੇ ਲੰਮੇ ਕੱਟਾਂ ਕਾਰਨ ਲੋਕ ਬੁਰੀ ਤਰ੍ਹਾਂ ਪਰੇਸ਼ਾਨ ਹਨ। ਤਾਪਮਾਨ 45 ਡਿਗਰੀ ਤੋਂ ਪਾਰ ਜਾਣ ਕਾਰਨ ਲੋਕਾਂ ਦਾ ਜਿਊਣਾ ਮੁਹਾਲ ਹੋ ਗਿਆ ਹੈ। ਪਿੰਡ ਵਾਸੀਆਂ ਨੇ ਪਾਵਰਕਾਮ ਅਧਿਕਾਰੀਆਂ ਖ਼ਿਲਾਫ਼ ਰੋਸ ਪ੍ਰਗਟਾਇਆ ਅਤੇ ਮੰਗ ਕੀਤੀ ਕਿ ਬਿਜਲੀ ਸਪਲਾਈ ਨਿਰਵਿਘਨ ਕੀਤੀ ਜਾਵੇ। [1371, 1452, 1499, 1527]
article-photo-protest-leaders [6, 2087, 479, 2225]
body-col2: ਇਲਾਕੇ ਵਿੱਚ ਬਿਜਲੀ ਦੇ ਲੰਮੇ ਕੱਟਾਂ ਕਾਰਨ ਲੋਕ ਬੁਰੀ ਤਰ੍ਹਾਂ ਪਰੇਸ਼ਾਨ ਹਨ। ਤਾਪਮਾਨ 45 ਡਿਗਰੀ ਤੋਂ ਪਾਰ ਜਾਣ ਕਾਰਨ ਲੋਕਾਂ ਦਾ ਜਿਊਣਾ ਮੁਹਾਲ ਹੋ ਗਿਆ ਹੈ। ਪਿੰਡ ਵਾਸੀਆਂ ਨੇ ਪਾਵਰਕਾਮ ਅਧਿਕਾਰੀਆਂ ਖ਼ਿਲਾਫ਼ ਰੋਸ ਪ੍ਰਗਟਾਇਆ ਅਤੇ ਮੰਗ ਕੀਤੀ ਕਿ ਬਿਜਲੀ ਸਪਲਾਈ ਨਿਰਵਿਘਨ ਕੀਤੀ ਜਾਵੇ। [1099, 1310, 1228, 1386]
body-col8: ਪੈਨਸ਼ਨਰਜ ਐਸੋਸੀਏਸ਼ਨ ਪਾਵਰਕਾਮ ਵੱਲੋਂ ਆਪਣੀਆਂ ਹੱਕੀ ਮੰਗਾਂ ਨੂੰ ਲੈ ਕੇ ਰੋਸ ਪ੍ਰਦਰਸ਼ਨ ਕੀਤਾ ਗਿਆ। ਪ੍ਰਦਰਸ਼ਨਕਾਰੀਆਂ ਨੇ ਸਰਕਾਰ ਅਤੇ ਪ੍ਰਬੰਧਨ ਖ਼ਿਲਾਫ਼ ਨਾਅਰੇਬਾਜ਼ੀ ਕੀਤੀ। ਆਗੂਆਂ ਨੇ ਕਿਹਾ ਕਿ ਪੈਨਸ਼ਨਰਾਂ ਦੀਆਂ ਮੰਗਾਂ ਲੰਬੇ ਸਮੇਂ ਤੋਂ ਲਟਕ ਰਹੀਆਂ ਹਨ। [817, 1785, 926, 1873]
photo-caption: ਪ੍ਰੈੱਸ ਨੂੰ ਸੰਬੋਧਨ ਕਰਦੇ ਹੋਏ ਮੰਤਰੀ। [1215, 480, 1497, 489]
article-headline-line2: ਤਾਪਮਾਨ 45 ਡਿਗਰੀ ਪਾਰ : ਦੌਲਤਪੁਰਾ, ਡਰੋਲੀ [1037, 1152, 1426, 1178]
body-col7: ਇਲਾਕੇ ਵਿੱਚ ਬਿਜਲੀ ਦੇ ਲੰਮੇ ਕੱਟਾਂ ਕਾਰਨ ਲੋਕ ਬੁਰੀ ਤਰ੍ਹਾਂ ਪਰੇਸ਼ਾਨ ਹਨ। ਤਾਪਮਾਨ 45 ਡਿਗਰੀ ਤੋਂ ਪਾਰ ਜਾਣ ਕਾਰਨ ਲੋਕਾਂ ਦਾ ਜਿਊਣਾ ਮੁਹਾਲ ਹੋ ਗਿਆ ਹੈ। ਪਿੰਡ ਵਾਸੀਆਂ ਨੇ ਪਾਵਰਕਾਮ ਅਧਿਕਾਰੀਆਂ ਖ਼ਿਲਾਫ਼ ਰੋਸ ਪ੍ਰਗਟਾਇਆ ਅਤੇ ਮੰਗ ਕੀਤੀ ਕਿ ਬਿਜਲੀ ਸਪਲਾਈ ਨਿਰਵਿਘਨ ਕੀਤੀ ਜਾਵੇ। [701, 1785, 810, 1884]
left-column-region [6, 188, 956, 2231]
body-col2: ਕੈਬਨਿਟ ਮੰਤਰੀ ਨੇ ਦੁਕਾਨਦਾਰਾਂ ਨਾਲ ਮੀਟਿੰਗ ਕਰਕੇ ਉਨ੍ਹਾਂ ਦੀਆਂ ਸਮੱਸਿਆਵਾਂ ਸੁਣੀਆਂ ਅਤੇ ਸ਼ਹਿਰ ਵਾਸੀਆਂ ਦੀ ਸੁਰੱਖਿਆ ਦਾ ਭਰੋਸਾ ਦਿੱਤਾ। ਉਨ੍ਹਾਂ ਕਿਹਾ ਕਿ ਸ਼ਹਿਰ ਵਿੱਚ ਸੀਸੀਟੀਵੀ ਕੈਮਰੇ ਲਗਾਏ ਜਾਣਗੇ ਅਤੇ ਪੁਲਿਸ ਗਸ਼ਤ ਵਧਾਈ ਜਾਵੇਗੀ। ਦੁਕਾਨਦਾਰਾਂ ਨੇ ਮੰਤਰੀ ਦਾ ਧੰਨਵਾਦ ਕੀਤਾ। ਮੀਟਿੰਗ ਵਿੱਚ ਵੱਡੀ ਗਿਣਤੀ ਵਿੱਚ ਵਪਾਰੀ ਹਾਜ਼ਰ ਸਨ। [1089, 250, 1207, 359]
body-col3: ਇੱਥੇ ਇੱਕ ਪਰਿਵਾਰ ਦੇ ਚਾਰ ਮੈਂਬਰਾਂ ਦੀ ਖਾਣਾ ਖਾਣ ਤੋਂ ਬਾਅਦ ਤਬੀਅਤ ਵਿਗੜ ਗਈ ਅਤੇ ਇੱਕ ਵਿਅਕਤੀ ਦੀ ਮੌਤ ਹੋ ਗਈ। ਪੀੜਤ ਪਰਿਵਾਰ ਨੂੰ ਤੁਰੰਤ ਹਸਪਤਾਲ ਵਿੱਚ ਦਾਖ਼ਲ ਕਰਵਾਇਆ ਗਿਆ ਜਿੱਥੇ ਡਾਕਟਰਾਂ ਨੇ ਇਲਾਜ ਸ਼ੁਰੂ ਕੀਤਾ। ਪੁਲਿਸ ਨੇ ਮਾਮਲੇ ਦੀ ਜਾਂਚ ਸ਼ੁਰੂ ਕਰ ਦਿੱਤੀ ਹੈ ਅਤੇ ਖਾਣੇ ਦੇ ਨਮੂਨੇ ਜਾਂਚ ਲਈ ਭੇਜ ਦਿੱਤੇ ਹਨ। ਪਰਿਵਾਰਕ ਮੈਂਬਰਾਂ ਨੇ ਦੱਸਿਆ ਕਿ ਰਾਤ ਦਾ ਖਾਣਾ ਖਾਣ ਤੋਂ ਕੁਝ ਸਮੇਂ ਬਾਅਦ ਹੀ ਉਲਟੀਆਂ ਅਤੇ ਪੇਟ ਦਰਦ ਸ਼ੁਰੂ ਹੋ ਗਿਆ ਸੀ। [202, 439, 290, 614]
body-col1 [6, 1524, 115, 1673]
body-col9: ਡੀ.ਏ.ਵੀ. ਪਬਲਿਕ ਸਕੂਲ ਵੱਲੋਂ ਵਾਤਾਵਰਣ ਦਿਵਸ ਮੌਕੇ ਪੌਦੇ ਲਗਾਏ ਗਏ ਅਤੇ ਰਾਹਗੀਰਾਂ ਲਈ ਠੰਢੇ ਮਿੱਠੇ ਪਾਣੀ ਦੀ ਛਬੀਲ ਲਗਾਈ ਗਈ। ਸਕੂਲ ਦੇ ਪ੍ਰਿੰਸੀਪਲ ਨੇ ਵਿਦਿਆਰਥੀਆਂ ਨੂੰ ਵਾਤਾਵਰਣ ਦੀ ਸੰਭਾਲ ਬਾਰੇ ਜਾਗਰੂਕ ਕੀਤਾ। [778, 439, 867, 537]
article-photo-minister-meeting [1214, 250, 1498, 360]
section-title: ਪੰਜਾਬ [675, 0, 837, 80]
body-col2: ਆਲ ਇੰਡੀਆ ਅਰੋੜਾ ਮਹਾਂਸਭਾ ਦੇ ਸਰਪ੍ਰਸਤ ਸ੍ਰੀ ਅਰੁਣ ਚੁਗ ਨੂੰ ਵਿਸ਼ੇਸ਼ ਸਮਾਗਮ ਦੌਰਾਨ ਸਨਮਾਨਿਤ ਕੀਤਾ ਗਿਆ। ਇਸ ਮੌਕੇ ਸਮਾਜ ਸੇਵੀ ਸੰਸਥਾਵਾਂ ਦੇ ਨੁਮਾਇੰਦੇ ਵੱਡੀ ਗਿਣਤੀ ਵਿੱਚ ਹਾਜ਼ਰ ਸਨ। ਬੁਲਾਰਿਆਂ ਨੇ ਉਨ੍ਹਾਂ ਦੀਆਂ ਸਮਾਜ ਸੇਵਾ ਦੀਆਂ ਸੇਵਾਵਾਂ ਦੀ ਸ਼ਲਾਘਾ ਕੀਤੀ। [1099, 850, 1228, 925]
dateline: ਡੇਰਾਬੱਸੀ, 10 ਜੂਨ (ਹਰਪ੍ਰੀਤ ਸੈਣੀ)- [6, 1524, 115, 1546]
article-headline: ਦੁਕਾਨਦਾਰਾਂ ਨਾਲ ਮੀਟਿੰਗ ਤੋਂ ਬਾਅਦ ਕੈਬਨਿਟ ਮੰਤਰੀ ਸ੍ਰ ਈ.ਟੀ.ਓ ਨੇ ਸ਼ਹਿਰ ਵਾਸੀਆਂ ਦੀ ਸੁਰੱਖਿਆ ਦਾਂ ਦਿੱਤਾ ਭਰੋਸਾ [989, 188, 1474, 240]
article-headline: ਡੇਰਾਬੱਸੀ ਮੁਸਲਿਮ ਵੈਲਫੇਅਰ ਕਮੇਟੀ ਨੇ ਕਮਿਊਨਿਟੀ ਸੈਂਟਰ ਅਤੇ ਕਬਰਸਤਾਨ ਲਈ ਜ਼ਮੀਨ ਦੀ ਕੀਤੀ ਮੰਗ [507, 950, 941, 998]
article-headline: ਖਾਣਾ ਖਾਣ ਤੋਂ ਬਾਅਦ ਪਰਿਵਾਰ ਦੇ ਚਾਰ ਮੈਂਬਰਾਂ ਦੀ ਤਬੀਅਤ ਵਿਗੜੀ, ਇੱਕ ਦੀ ਮੌਤ [39, 835, 447, 889]
article-body-col1 [6, 254, 99, 642]
article-sukhmani-farewell [6, 1315, 956, 1677]
body-col1 [964, 1452, 1091, 1598]
article-subheadline: ਬੇਜ਼ਮੀਨਾ ਥਾਣਿਉਂ ਨੂੰ ਲੈ ਕੇ ਵਿੱਚੇ ਪੰਜਾਬ ਦੇ ਜੋਬਕਤੇ ਦਲਤਾਂ ਦੀ ਗੁਰਦਾਸ਼ਾਂ ਕੀਤੀ, ਉੱਥੇ ਹੀ ਪਿੰਡ ਸਾਦੀਪੁਰ ਦੀ ਪੰਚਾਇਤ ਅੰਡਰ ਵੀ ਸ਼ਾਮਲ [199, 1761, 763, 1776]
dateline: ਦੇਰਾਬੱਸੀ, 10 ਜੂਨ (ਹਰਪ੍ਰੀਤ ਸਿੰਘ ਸਾਹੀ)- [6, 1785, 115, 1806]
dateline: ਸੰਗਰੂਰ 10 ਜੂਨ (ਹਰਜੀਤ ਸਿੰਘ)- [964, 850, 1068, 859]
article-headline: ਪੈਨਸ਼ਨਰਜ ਐਸੋਸੀਏਸ਼ਨ ਪਾਵਰਕਾਮ ਵੱਲੋਂ ਰੋਸ ਪ੍ਰਦਰਸ਼ਨ [996, 1416, 1467, 1442]
body-col4: ਆਲ ਇੰਡੀਆ ਅਰੋੜਾ ਮਹਾਂਸਭਾ ਦੇ ਸਰਪ੍ਰਸਤ ਸ੍ਰੀ ਅਰੁਣ ਚੁਗ ਨੂੰ ਵਿਸ਼ੇਸ਼ ਸਮਾਗਮ ਦੌਰਾਨ ਸਨਮਾਨਿਤ ਕੀਤਾ ਗਿਆ। ਇਸ ਮੌਕੇ ਸਮਾਜ ਸੇਵੀ ਸੰਸਥਾਵਾਂ ਦੇ ਨੁਮਾਇੰਦੇ ਵੱਡੀ ਗਿਣਤੀ ਵਿੱਚ ਹਾਜ਼ਰ ਸਨ। ਬੁਲਾਰਿਆਂ ਨੇ ਉਨ੍ਹਾਂ ਦੀਆਂ ਸਮਾਜ ਸੇਵਾ ਦੀਆਂ ਸੇਵਾਵਾਂ ਦੀ ਸ਼ਲਾਘਾ ਕੀਤੀ। [1356, 494, 1492, 570]
body-col1 [6, 896, 115, 1304]
flag-icon [17, 13, 44, 34]
body-col2: ਕੈਬਨਿਟ ਮੰਤਰੀ ਨੇ ਦੁਕਾਨਦਾਰਾਂ ਨਾਲ ਮੀਟਿੰਗ ਕਰਕੇ ਉਨ੍ਹਾਂ ਦੀਆਂ ਸਮੱਸਿਆਵਾਂ ਸੁਣੀਆਂ ਅਤੇ ਸ਼ਹਿਰ ਵਾਸੀਆਂ ਦੀ ਸੁਰੱਖਿਆ ਦਾ ਭਰੋਸਾ ਦਿੱਤਾ। ਉਨ੍ਹਾਂ ਕਿਹਾ ਕਿ ਸ਼ਹਿਰ ਵਿੱਚ ਸੀਸੀਟੀਵੀ ਕੈਮਰੇ ਲਗਾਏ ਜਾਣਗੇ ਅਤੇ ਪੁਲਿਸ ਗਸ਼ਤ ਵਧਾਈ ਜਾਵੇਗੀ। ਦੁਕਾਨਦਾਰਾਂ ਨੇ ਮੰਤਰੀ ਦਾ ਧੰਨਵਾਦ ਕੀਤਾ। ਮੀਟਿੰਗ ਵਿੱਚ ਵੱਡੀ ਗਿਣਤੀ ਵਿੱਚ ਵਪਾਰੀ ਹਾਜ਼ਰ ਸਨ। [608, 1004, 717, 1114]
body-col5: ਕੈਬਨਿਟ ਮੰਤਰੀ ਨੇ ਦੁਕਾਨਦਾਰਾਂ ਨਾਲ ਮੀਟਿੰਗ ਕਰਕੇ ਉਨ੍ਹਾਂ ਦੀਆਂ ਸਮੱਸਿਆਵਾਂ ਸੁਣੀਆਂ ਅਤੇ ਸ਼ਹਿਰ ਵਾਸੀਆਂ ਦੀ ਸੁਰੱਖਿਆ ਦਾ ਭਰੋਸਾ ਦਿੱਤਾ। ਉਨ੍ਹਾਂ ਕਿਹਾ ਕਿ ਸ਼ਹਿਰ ਵਿੱਚ ਸੀਸੀਟੀਵੀ ਕੈਮਰੇ ਲਗਾਏ ਜਾਣਗੇ ਅਤੇ ਪੁਲਿਸ ਗਸ਼ਤ ਵਧਾਈ ਜਾਵੇਗੀ। ਦੁਕਾਨਦਾਰਾਂ ਨੇ ਮੰਤਰੀ ਦਾ ਧੰਨਵਾਦ ਕੀਤਾ। ਮੀਟਿੰਗ ਵਿੱਚ ਵੱਡੀ ਗਿਣਤੀ ਵਿੱਚ ਵਪਾਰੀ ਹਾਜ਼ਰ ਸਨ। [470, 1785, 578, 1894]
article-photo-farewell [6, 1379, 479, 1520]
body-col2: ਇੱਥੇ ਇੱਕ ਪਰਿਵਾਰ ਦੇ ਚਾਰ ਮੈਂਬਰਾਂ ਦੀ ਖਾਣਾ ਖਾਣ ਤੋਂ ਬਾਅਦ ਤਬੀਅਤ ਵਿਗੜ ਗਈ ਅਤੇ ਇੱਕ ਵਿਅਕਤੀ ਦੀ ਮੌਤ ਹੋ ਗਈ। ਪੀੜਤ ਪਰਿਵਾਰ ਨੂੰ ਤੁਰੰਤ ਹਸਪਤਾਲ ਵਿੱਚ ਦਾਖ਼ਲ ਕਰਵਾਇਆ ਗਿਆ ਜਿੱਥੇ ਡਾਕਟਰਾਂ ਨੇ ਇਲਾਜ ਸ਼ੁਰੂ ਕੀਤਾ। ਪੁਲਿਸ ਨੇ ਮਾਮਲੇ ਦੀ ਜਾਂਚ ਸ਼ੁਰੂ ਕਰ ਦਿੱਤੀ ਹੈ ਅਤੇ ਖਾਣੇ ਦੇ ਨਮੂਨੇ ਜਾਂਚ ਲਈ ਭੇਜ ਦਿੱਤੇ ਹਨ। ਪਰਿਵਾਰਕ ਮੈਂਬਰਾਂ ਨੇ ਦੱਸਿਆ ਕਿ ਰਾਤ ਦਾ ਖਾਣਾ ਖਾਣ ਤੋਂ ਕੁਝ ਸਮੇਂ ਬਾਅਦ ਹੀ ਉਲਟੀਆਂ ਅਤੇ ਪੇਟ ਦਰਦ ਸ਼ੁਰੂ ਹੋ ਗਿਆ ਸੀ। [122, 1017, 237, 1148]
masthead-photo-4 [1118, 0, 1315, 154]
body-col4: ਕੈਬਨਿਟ ਮੰਤਰੀ ਨੇ ਦੁਕਾਨਦਾਰਾਂ ਨਾਲ ਮੀਟਿੰਗ ਕਰਕੇ ਉਨ੍ਹਾਂ ਦੀਆਂ ਸਮੱਸਿਆਵਾਂ ਸੁਣੀਆਂ ਅਤੇ ਸ਼ਹਿਰ ਵਾਸੀਆਂ ਦੀ ਸੁਰੱਖਿਆ ਦਾ ਭਰੋਸਾ ਦਿੱਤਾ। ਉਨ੍ਹਾਂ ਕਿਹਾ ਕਿ ਸ਼ਹਿਰ ਵਿੱਚ ਸੀਸੀਟੀਵੀ ਕੈਮਰੇ ਲਗਾਏ ਜਾਣਗੇ ਅਤੇ ਪੁਲਿਸ ਗਸ਼ਤ ਵਧਾਈ ਜਾਵੇਗੀ। ਦੁਕਾਨਦਾਰਾਂ ਨੇ ਮੰਤਰੀ ਦਾ ਧੰਨਵਾਦ ਕੀਤਾ। ਮੀਟਿੰਗ ਵਿੱਚ ਵੱਡੀ ਗਿਣਤੀ ਵਿੱਚ ਵਪਾਰੀ ਹਾਜ਼ਰ ਸਨ। [1370, 1310, 1499, 1397]
body-col3: ਇੱਥੇ ਇੱਕ ਪਰਿਵਾਰ ਦੇ ਚਾਰ ਮੈਂਬਰਾਂ ਦੀ ਖਾਣਾ ਖਾਣ ਤੋਂ ਬਾਅਦ ਤਬੀਅਤ ਵਿਗੜ ਗਈ ਅਤੇ ਇੱਕ ਵਿਅਕਤੀ ਦੀ ਮੌਤ ਹੋ ਗਈ। ਪੀੜਤ ਪਰਿਵਾਰ ਨੂੰ ਤੁਰੰਤ ਹਸਪਤਾਲ ਵਿੱਚ ਦਾਖ਼ਲ ਕਰਵਾਇਆ ਗਿਆ ਜਿੱਥੇ ਡਾਕਟਰਾਂ ਨੇ ਇਲਾਜ ਸ਼ੁਰੂ ਕੀਤਾ। ਪੁਲਿਸ ਨੇ ਮਾਮਲੇ ਦੀ ਜਾਂਚ ਸ਼ੁਰੂ ਕਰ ਦਿੱਤੀ ਹੈ ਅਤੇ ਖਾਣੇ ਦੇ ਨਮੂਨੇ ਜਾਂਚ ਲਈ ਭੇਜ ਦਿੱਤੇ ਹਨ। ਪਰਿਵਾਰਕ ਮੈਂਬਰਾਂ ਨੇ ਦੱਸਿਆ ਕਿ ਰਾਤ ਦਾ ਖਾਣਾ ਖਾਣ ਤੋਂ ਕੁਝ ਸਮੇਂ ਬਾਅਦ ਹੀ ਉਲਟੀਆਂ ਅਤੇ ਪੇਟ ਦਰਦ ਸ਼ੁਰੂ ਹੋ ਗਿਆ ਸੀ। [724, 1534, 833, 1676]
body-col2: ਸ੍ਰੀ ਸੁਖਮਨੀ ਗਰੁੱਪ ਆਫ਼ ਇੰਸਟੀਚਿਊਸ਼ਨਜ਼ ਵਿਖੇ 2025 ਬੈਚ ਦੇ ਵਿਦਿਆਰਥੀਆਂ ਲਈ ਵਿਦਾਇਗੀ ਸਮਾਰੋਹ ਕਰਵਾਇਆ ਗਿਆ। ਇਸ ਮੌਕੇ ਡਾ. ਦਲਜੀਤ ਸਿੰਘ, ਚੇਅਰਮੈਨ ਨੇ ਵਿਦਿਆਰਥੀਆਂ ਨੂੰ ਅਸ਼ੀਰਵਾਦ ਦਿੱਤਾ। ਸੰਸਥਾ ਦੇ ਡਾਇਰੈਕਟਰ ਨੇ ਵਿਦਿਆਰਥੀਆਂ ਦੀ ਚੰਗੀ ਕਾਰਗੁਜ਼ਾਰੀ ਦੀ ਸ਼ਲਾਘਾ ਕੀਤੀ। ਵਿਦਿਆਰਥੀਆਂ ਨੇ ਰੰਗਾਰੰਗ ਪ੍ਰੋਗਰਾਮ ਪੇਸ਼ ਕੀਤਾ। [122, 1524, 231, 1644]
article-photo-pensioners [1098, 1452, 1365, 1562]
body-col4: ਡੇਰਾਬੱਸੀ ਮੁਸਲਿਮ ਵੈਲਫੇਅਰ ਕਮੇਟੀ ਦੇ ਨੁਮਾਇੰਦਿਆਂ ਨੇ ਪ੍ਰਸ਼ਾਸਨ ਕੋਲ ਕਮਿਊਨਿਟੀ ਸੈਂਟਰ ਅਤੇ ਕਬਰਸਤਾਨ ਲਈ ਜ਼ਮੀਨ ਦੇਣ ਦੀ ਮੰਗ ਕੀਤੀ ਹੈ। ਕਮੇਟੀ ਮੈਂਬਰਾਂ ਨੇ ਕਿਹਾ ਕਿ ਭਾਈਚਾਰੇ ਨੂੰ ਲੰਬੇ ਸਮੇਂ ਤੋਂ ਇਸ ਸਮੱਸਿਆ ਦਾ ਸਾਹਮਣਾ ਕਰਨਾ ਪੈ ਰਿਹਾ ਹੈ। ਉਨ੍ਹਾਂ ਮੰਗ ਕੀਤੀ ਕਿ ਜਲਦ ਤੋਂ ਜਲਦ ਇਸ ਮਸਲੇ ਦਾ ਹੱਲ ਕੀਤਾ ਜਾਵੇ। [354, 1785, 463, 1884]
body-col3: ਭਾਰਤੀ ਕਿਸਾਨ ਯੂਨੀਅਨ ਲੱਖੋਵਾਲ ਵੱਲੋਂ ਅੱਜ ਇੱਥੇ ਕਿਸਾਨਾਂ ਦੀ ਇੱਕ ਅਹਿਮ ਮੀਟਿੰਗ ਹੋਈ ਜਿਸ ਵਿੱਚ ਸੂਬੇ ਦੀਆਂ ਜ਼ਮੀਨਾਂ ਦੇ ਐਕਵਾਇਰ ਕਰਨ ਦੇ ਮੁੱਦੇ ਉੱਤੇ ਵਿਚਾਰ ਚਰਚਾ ਕੀਤੀ ਗਈ। ਕਿਸਾਨ ਆਗੂਆਂ ਨੇ ਕਿਹਾ ਕਿ ਕਿਸਾਨਾਂ ਦੀ ਸਹਿਮਤੀ ਤੋਂ ਬਿਨਾਂ ਕਿਸੇ ਵੀ ਹਾਲਤ ਵਿੱਚ ਜ਼ਮੀਨ ਐਕਵਾਇਰ ਨਹੀਂ ਹੋਣ ਦਿੱਤੀ ਜਾਵੇਗੀ। ਉਨ੍ਹਾਂ ਕਿਹਾ ਕਿ ਪੰਜਾਬ ਸਰਕਾਰ ਨੂੰ ਚਾਹੀਦਾ ਹੈ ਕਿ ਉਹ ਕਿਸਾਨਾਂ ਦੇ ਹਿੱਤਾਂ ਦੀ ਰਾਖੀ ਕਰੇ ਅਤੇ ਜ਼ਮੀਨ ਦੇ ਮੁਆਵਜ਼ੇ ਦੀ ਰਕਮ ਮਾਰਕੀਟ ਰੇਟ ਅਨੁਸਾਰ ਦਿੱਤੀ ਜਾਵੇ। ਮੀਟਿੰਗ ਦੌਰਾਨ ਪਾਣੀ ਦੇ ਮੁੱਦੇ ਉੱਤੇ ਵੀ ਚਰਚਾ ਹੋਈ ਅਤੇ ਆਗੂਆਂ ਨੇ ਸਪੱਸ਼ਟ ਕੀਤਾ ਕਿ ਪੰਜਾਬ ਕੋਲ ਦੂਜੇ ਸੂਬਿਆਂ ਨੂੰ ਦੇਣ ਲਈ ਇੱਕ ਵੀ ਬੂੰਦ ਵਾਧੂ ਪਾਣੀ ਨਹੀਂ ਹੈ। ਇਸ ਮੌਕੇ ਵੱਡੀ ਗਿਣਤੀ ਵਿੱਚ ਕਿਸਾਨ ਹਾਜ਼ਰ ਸਨ ਜਿਨ੍ਹਾਂ ਨੇ ਸੰਘਰਸ਼ ਜਾਰੀ ਰੱਖਣ ਦਾ ਅਹਿਦ ਲਿਆ। ਆਗੂਆਂ ਨੇ ਕਿਹਾ ਕਿ ਆਉਣ ਵਾਲੇ ਦਿਨਾਂ ਵਿੱਚ ਵੱਡੇ ਪੱਧਰ ਉੱਤੇ ਰੋਸ ਪ੍ਰਦਰਸ਼ਨ ਕੀਤੇ ਜਾਣਗੇ। ਜਥੇਬੰਦੀ ਦੇ ਆਗੂਆਂ ਨੇ ਸਰਕਾਰ ਨੂੰ ਚਿਤਾਵਨੀ ਦਿੱਤੀ ਕਿ ਜੇਕਰ ਮੰਗਾਂ ਨਾ ਮੰਨੀਆਂ ਗਈਆਂ ਤਾਂ ਸੰਘਰਸ਼ ਹੋਰ ਤੇਜ਼ ਕੀਤਾ ਜਾਵੇਗਾ। [238, 1785, 347, 2082]
body-col3: ਪੈਨਸ਼ਨਰਜ ਐਸੋਸੀਏਸ਼ਨ ਪਾਵਰਕਾਮ ਵੱਲੋਂ ਆਪਣੀਆਂ ਹੱਕੀ ਮੰਗਾਂ ਨੂੰ ਲੈ ਕੇ ਰੋਸ ਪ੍ਰਦਰਸ਼ਨ ਕੀਤਾ ਗਿਆ। ਪ੍ਰਦਰਸ਼ਨਕਾਰੀਆਂ ਨੇ ਸਰਕਾਰ ਅਤੇ ਪ੍ਰਬੰਧਨ ਖ਼ਿਲਾਫ਼ ਨਾਅਰੇਬਾਜ਼ੀ ਕੀਤੀ। ਆਗੂਆਂ ਨੇ ਕਿਹਾ ਕਿ ਪੈਨਸ਼ਨਰਾਂ ਦੀਆਂ ਮੰਗਾਂ ਲੰਬੇ ਸਮੇਂ ਤੋਂ ਲਟਕ ਰਹੀਆਂ ਹਨ। [1235, 1310, 1363, 1386]
body-col3: ਕੈਬਨਿਟ ਮੰਤਰੀ ਨੇ ਦੁਕਾਨਦਾਰਾਂ ਨਾਲ ਮੀਟਿੰਗ ਕਰਕੇ ਉਨ੍ਹਾਂ ਦੀਆਂ ਸਮੱਸਿਆਵਾਂ ਸੁਣੀਆਂ ਅਤੇ ਸ਼ਹਿਰ ਵਾਸੀਆਂ ਦੀ ਸੁਰੱਖਿਆ ਦਾ ਭਰੋਸਾ ਦਿੱਤਾ। ਉਨ੍ਹਾਂ ਕਿਹਾ ਕਿ ਸ਼ਹਿਰ ਵਿੱਚ ਸੀਸੀਟੀਵੀ ਕੈਮਰੇ ਲਗਾਏ ਜਾਣਗੇ ਅਤੇ ਪੁਲਿਸ ਗਸ਼ਤ ਵਧਾਈ ਜਾਵੇਗੀ। ਦੁਕਾਨਦਾਰਾਂ ਨੇ ਮੰਤਰੀ ਦਾ ਧੰਨਵਾਦ ਕੀਤਾ। ਮੀਟਿੰਗ ਵਿੱਚ ਵੱਡੀ ਗਿਣਤੀ ਵਿੱਚ ਵਪਾਰੀ ਹਾਜ਼ਰ ਸਨ। [1214, 494, 1350, 581]
body-text: ਪੈਨਸ਼ਨਰਜ ਐਸੋਸੀਏਸ਼ਨ ਪਾਵਰਕਾਮ ਵੱਲੋਂ ਆਪਣੀਆਂ ਹੱਕੀ ਮੰਗਾਂ ਨੂੰ ਲੈ ਕੇ ਰੋਸ ਪ੍ਰਦਰਸ਼ਨ ਕੀਤਾ ਗਿਆ। ਪ੍ਰਦਰਸ਼ਨਕਾਰੀਆਂ ਨੇ ਸਰਕਾਰ ਅਤੇ ਪ੍ਰਬੰਧਨ ਖ਼ਿਲਾਫ਼ ਨਾਅਰੇਬਾਜ਼ੀ ਕੀਤੀ। ਆਗੂਆਂ ਨੇ ਕਿਹਾ ਕਿ ਪੈਨਸ਼ਨਰਾਂ ਦੀਆਂ ਮੰਗਾਂ ਲੰਬੇ ਸਮੇਂ ਤੋਂ ਲਟਕ ਰਹੀਆਂ ਹਨ। [964, 1466, 1092, 1542]
article-power-cuts [964, 1126, 1499, 1405]
body-text: ਆਲ ਇੰਡੀਆ ਅਰੋੜਾ ਮਹਾਂਸਭਾ ਦੇ ਸਰਪ੍ਰਸਤ ਸ੍ਰੀ ਅਰੁਣ ਚੁਗ ਨੂੰ ਵਿਸ਼ੇਸ਼ ਸਮਾਗਮ ਦੌਰਾਨ ਸਨਮਾਨਿਤ ਕੀਤਾ ਗਿਆ। ਇਸ ਮੌਕੇ ਸਮਾਜ ਸੇਵੀ ਸੰਸਥਾਵਾਂ ਦੇ ਨੁਮਾਇੰਦੇ ਵੱਡੀ ਗਿਣਤੀ ਵਿੱਚ ਹਾਜ਼ਰ ਸਨ। ਬੁਲਾਰਿਆਂ ਨੇ ਉਨ੍ਹਾਂ ਦੀਆਂ ਸਮਾਜ ਸੇਵਾ ਦੀਆਂ ਸੇਵਾਵਾਂ ਦੀ ਸ਼ਲਾਘਾ ਕੀਤੀ। [964, 863, 1092, 939]
body-text: ਸ੍ਰੀ ਸੁਖਮਨੀ ਗਰੁੱਪ ਆਫ਼ ਇੰਸਟੀਚਿਊਸ਼ਨਜ਼ ਵਿਖੇ 2025 ਬੈਚ ਦੇ ਵਿਦਿਆਰਥੀਆਂ ਲਈ ਵਿਦਾਇਗੀ ਸਮਾਰੋਹ ਕਰਵਾਇਆ ਗਿਆ। ਇਸ ਮੌਕੇ ਡਾ. ਦਲਜੀਤ ਸਿੰਘ, ਚੇਅਰਮੈਨ ਨੇ ਵਿਦਿਆਰਥੀਆਂ ਨੂੰ ਅਸ਼ੀਰਵਾਦ ਦਿੱਤਾ। ਸੰਸਥਾ ਦੇ ਡਾਇਰੈਕਟਰ ਨੇ ਵਿਦਿਆਰਥੀਆਂ ਦੀ ਚੰਗੀ ਕਾਰਗੁਜ਼ਾਰੀ ਦੀ ਸ਼ਲਾਘਾ ਕੀਤੀ। ਵਿਦਿਆਰਥੀਆਂ ਨੇ ਰੰਗਾਰੰਗ ਪ੍ਰੋਗਰਾਮ ਪੇਸ਼ ਕੀਤਾ। [6, 1549, 115, 1669]
page-number-badge: 3 [1465, 5, 1501, 41]
article-photo-honouring [964, 657, 1499, 846]
body-col1 [492, 1005, 601, 1132]
dateline: ਜਲੰਧਰ 10 ਜੂਨ (ਸੁਖਜੀਤ ਸਿੰਘ ਧਾਲੀ)- [964, 1310, 1087, 1320]
body-col1 [964, 1310, 1092, 1405]
photo-caption: ਮੋਰਚੇ ਦਾ ਐਲਾਨ ਕਰਦੇ ਹੋਏ ਆਗੂ। [7, 2215, 478, 2224]
publication-name: ਪਹਿਰੇਦਾਰ [49, 10, 140, 36]
body-col2: ਡੀ.ਏ.ਵੀ. ਪਬਲਿਕ ਸਕੂਲ ਵੱਲੋਂ ਵਾਤਾਵਰਣ ਦਿਵਸ ਮੌਕੇ ਪੌਦੇ ਲਗਾਏ ਗਏ ਅਤੇ ਰਾਹਗੀਰਾਂ ਲਈ ਠੰਢੇ ਮਿੱਠੇ ਪਾਣੀ ਦੀ ਛਬੀਲ ਲਗਾਈ ਗਈ। ਸਕੂਲ ਦੇ ਪ੍ਰਿੰਸੀਪਲ ਨੇ ਵਿਦਿਆਰਥੀਆਂ ਨੂੰ ਵਾਤਾਵਰਣ ਦੀ ਸੰਭਾਲ ਬਾਰੇ ਜਾਗਰੂਕ ਕੀਤਾ। [608, 1534, 717, 1610]
body-text: ਭਾਰਤੀ ਕਿਸਾਨ ਯੂਨੀਅਨ ਲੱਖੋਵਾਲ ਵੱਲੋਂ ਅੱਜ ਇੱਥੇ ਕਿਸਾਨਾਂ ਦੀ ਇੱਕ ਅਹਿਮ ਮੀਟਿੰਗ ਹੋਈ ਜਿਸ ਵਿੱਚ ਸੂਬੇ ਦੀਆਂ ਜ਼ਮੀਨਾਂ ਦੇ ਐਕਵਾਇਰ ਕਰਨ ਦੇ ਮੁੱਦੇ ਉੱਤੇ ਵਿਚਾਰ ਚਰਚਾ ਕੀਤੀ ਗਈ। ਕਿਸਾਨ ਆਗੂਆਂ ਨੇ ਕਿਹਾ ਕਿ ਕਿਸਾਨਾਂ ਦੀ ਸਹਿਮਤੀ ਤੋਂ ਬਿਨਾਂ ਕਿਸੇ ਵੀ ਹਾਲਤ ਵਿੱਚ ਜ਼ਮੀਨ ਐਕਵਾਇਰ ਨਹੀਂ ਹੋਣ ਦਿੱਤੀ ਜਾਵੇਗੀ। ਉਨ੍ਹਾਂ ਕਿਹਾ ਕਿ ਪੰਜਾਬ ਸਰਕਾਰ ਨੂੰ ਚਾਹੀਦਾ ਹੈ ਕਿ ਉਹ ਕਿਸਾਨਾਂ ਦੇ ਹਿੱਤਾਂ ਦੀ ਰਾਖੀ ਕਰੇ ਅਤੇ ਜ਼ਮੀਨ ਦੇ ਮੁਆਵਜ਼ੇ ਦੀ ਰਕਮ ਮਾਰਕੀਟ ਰੇਟ ਅਨੁਸਾਰ ਦਿੱਤੀ ਜਾਵੇ। ਮੀਟਿੰਗ ਦੌਰਾਨ ਪਾਣੀ ਦੇ ਮੁੱਦੇ ਉੱਤੇ ਵੀ ਚਰਚਾ ਹੋਈ ਅਤੇ ਆਗੂਆਂ ਨੇ ਸਪੱਸ਼ਟ ਕੀਤਾ ਕਿ ਪੰਜਾਬ ਕੋਲ ਦੂਜੇ ਸੂਬਿਆਂ ਨੂੰ ਦੇਣ ਲਈ ਇੱਕ ਵੀ ਬੂੰਦ ਵਾਧੂ ਪਾਣੀ ਨਹੀਂ ਹੈ। ਇਸ ਮੌਕੇ ਵੱਡੀ ਗਿਣਤੀ ਵਿੱਚ ਕਿਸਾਨ ਹਾਜ਼ਰ ਸਨ ਜਿਨ੍ਹਾਂ ਨੇ ਸੰਘਰਸ਼ ਜਾਰੀ ਰੱਖਣ ਦਾ ਅਹਿਦ ਲਿਆ। ਆਗੂਆਂ ਨੇ ਕਿਹਾ ਕਿ ਆਉਣ ਵਾਲੇ ਦਿਨਾਂ ਵਿੱਚ ਵੱਡੇ ਪੱਧਰ ਉੱਤੇ ਰੋਸ ਪ੍ਰਦਰਸ਼ਨ ਕੀਤੇ ਜਾਣਗੇ। ਜਥੇਬੰਦੀ ਦੇ ਆਗੂਆਂ ਨੇ ਸਰਕਾਰ ਨੂੰ ਚਿਤਾਵਨੀ ਦਿੱਤੀ ਕਿ ਜੇਕਰ ਮੰਗਾਂ ਨਾ ਮੰਨੀਆਂ ਗਈਆਂ ਤਾਂ ਸੰਘਰਸ਼ ਹੋਰ ਤੇਜ਼ ਕੀਤਾ ਜਾਵੇਗਾ। [6, 278, 99, 641]
photo-caption: ਮੰਗ ਪੱਤਰ ਸੌਂਪਦੇ ਹੋਏ ਕਮੇਟੀ ਮੈਂਬਰ। [493, 936, 955, 945]
body-text: ਡੇਰਾਬੱਸੀ ਮੁਸਲਿਮ ਵੈਲਫੇਅਰ ਕਮੇਟੀ ਦੇ ਨੁਮਾਇੰਦਿਆਂ ਨੇ ਪ੍ਰਸ਼ਾਸਨ ਕੋਲ ਕਮਿਊਨਿਟੀ ਸੈਂਟਰ ਅਤੇ ਕਬਰਸਤਾਨ ਲਈ ਜ਼ਮੀਨ ਦੇਣ ਦੀ ਮੰਗ ਕੀਤੀ ਹੈ। ਕਮੇਟੀ ਮੈਂਬਰਾਂ ਨੇ ਕਿਹਾ ਕਿ ਭਾਈਚਾਰੇ ਨੂੰ ਲੰਬੇ ਸਮੇਂ ਤੋਂ ਇਸ ਸਮੱਸਿਆ ਦਾ ਸਾਹਮਣਾ ਕਰਨਾ ਪੈ ਰਿਹਾ ਹੈ। ਉਨ੍ਹਾਂ ਮੰਗ ਕੀਤੀ ਕਿ ਜਲਦ ਤੋਂ ਜਲਦ ਇਸ ਮਸਲੇ ਦਾ ਹੱਲ ਕੀਤਾ ਜਾਵੇ। [492, 1029, 601, 1128]
body-col4: ਡੇਰਾਬੱਸੀ ਮੁਸਲਿਮ ਵੈਲਫੇਅਰ ਕਮੇਟੀ ਦੇ ਨੁਮਾਇੰਦਿਆਂ ਨੇ ਪ੍ਰਸ਼ਾਸਨ ਕੋਲ ਕਮਿਊਨਿਟੀ ਸੈਂਟਰ ਅਤੇ ਕਬਰਸਤਾਨ ਲਈ ਜ਼ਮੀਨ ਦੇਣ ਦੀ ਮੰਗ ਕੀਤੀ ਹੈ। ਕਮੇਟੀ ਮੈਂਬਰਾਂ ਨੇ ਕਿਹਾ ਕਿ ਭਾਈਚਾਰੇ ਨੂੰ ਲੰਬੇ ਸਮੇਂ ਤੋਂ ਇਸ ਸਮੱਸਿਆ ਦਾ ਸਾਹਮਣਾ ਕਰਨਾ ਪੈ ਰਿਹਾ ਹੈ। ਉਨ੍ਹਾਂ ਮੰਗ ਕੀਤੀ ਕਿ ਜਲਦ ਤੋਂ ਜਲਦ ਇਸ ਮਸਲੇ ਦਾ ਹੱਲ ਕੀਤਾ ਜਾਵੇ। [366, 895, 474, 994]
body-col4: ਇਲਾਕੇ ਵਿੱਚ ਬਿਜਲੀ ਦੇ ਲੰਮੇ ਕੱਟਾਂ ਕਾਰਨ ਲੋਕ ਬੁਰੀ ਤਰ੍ਹਾਂ ਪਰੇਸ਼ਾਨ ਹਨ। ਤਾਪਮਾਨ 45 ਡਿਗਰੀ ਤੋਂ ਪਾਰ ਜਾਣ ਕਾਰਨ ਲੋਕਾਂ ਦਾ ਜਿਊਣਾ ਮੁਹਾਲ ਹੋ ਗਿਆ ਹੈ। ਪਿੰਡ ਵਾਸੀਆਂ ਨੇ ਪਾਵਰਕਾਮ ਅਧਿਕਾਰੀਆਂ ਖ਼ਿਲਾਫ਼ ਰੋਸ ਪ੍ਰਗਟਾਇਆ ਅਤੇ ਮੰਗ ਕੀਤੀ ਕਿ ਬਿਜਲੀ ਸਪਲਾਈ ਨਿਰਵਿਘਨ ਕੀਤੀ ਜਾਵੇ। [1370, 850, 1499, 925]
masthead-photo-2 [197, 0, 394, 154]
article-pensioners-protest [964, 1416, 1499, 1598]
article-photo-villagers [964, 1188, 1499, 1306]
article-arora-mahasabha [964, 594, 1499, 1114]
body-col3: ਭਾਰਤੀ ਕਿਸਾਨ ਯੂਨੀਅਨ ਲੱਖੋਵਾਲ ਵੱਲੋਂ ਅੱਜ ਇੱਥੇ ਕਿਸਾਨਾਂ ਦੀ ਇੱਕ ਅਹਿਮ ਮੀਟਿੰਗ ਹੋਈ ਜਿਸ ਵਿੱਚ ਸੂਬੇ ਦੀਆਂ ਜ਼ਮੀਨਾਂ ਦੇ ਐਕਵਾਇਰ ਕਰਨ ਦੇ ਮੁੱਦੇ ਉੱਤੇ ਵਿਚਾਰ ਚਰਚਾ ਕੀਤੀ ਗਈ। ਕਿਸਾਨ ਆਗੂਆਂ ਨੇ ਕਿਹਾ ਕਿ ਕਿਸਾਨਾਂ ਦੀ ਸਹਿਮਤੀ ਤੋਂ ਬਿਨਾਂ ਕਿਸੇ ਵੀ ਹਾਲਤ ਵਿੱਚ ਜ਼ਮੀਨ ਐਕਵਾਇਰ ਨਹੀਂ ਹੋਣ ਦਿੱਤੀ ਜਾਵੇਗੀ। ਉਨ੍ਹਾਂ ਕਿਹਾ ਕਿ ਪੰਜਾਬ ਸਰਕਾਰ ਨੂੰ ਚਾਹੀਦਾ ਹੈ ਕਿ ਉਹ ਕਿਸਾਨਾਂ ਦੇ ਹਿੱਤਾਂ ਦੀ ਰਾਖੀ ਕਰੇ ਅਤੇ ਜ਼ਮੀਨ ਦੇ ਮੁਆਵਜ਼ੇ ਦੀ ਰਕਮ ਮਾਰਕੀਟ ਰੇਟ ਅਨੁਸਾਰ ਦਿੱਤੀ ਜਾਵੇ। ਮੀਟਿੰਗ ਦੌਰਾਨ ਪਾਣੀ ਦੇ ਮੁੱਦੇ ਉੱਤੇ ਵੀ ਚਰਚਾ ਹੋਈ ਅਤੇ ਆਗੂਆਂ ਨੇ ਸਪੱਸ਼ਟ ਕੀਤਾ ਕਿ ਪੰਜਾਬ ਕੋਲ ਦੂਜੇ ਸੂਬਿਆਂ ਨੂੰ ਦੇਣ ਲਈ ਇੱਕ ਵੀ ਬੂੰਦ ਵਾਧੂ ਪਾਣੀ ਨਹੀਂ ਹੈ। ਇਸ ਮੌਕੇ ਵੱਡੀ ਗਿਣਤੀ ਵਿੱਚ ਕਿਸਾਨ ਹਾਜ਼ਰ ਸਨ ਜਿਨ੍ਹਾਂ ਨੇ ਸੰਘਰਸ਼ ਜਾਰੀ ਰੱਖਣ ਦਾ ਅਹਿਦ ਲਿਆ। ਆਗੂਆਂ ਨੇ ਕਿਹਾ ਕਿ ਆਉਣ ਵਾਲੇ ਦਿਨਾਂ ਵਿੱਚ ਵੱਡੇ ਪੱਧਰ ਉੱਤੇ ਰੋਸ ਪ੍ਰਦਰਸ਼ਨ ਕੀਤੇ ਜਾਣਗੇ। ਜਥੇਬੰਦੀ ਦੇ ਆਗੂਆਂ ਨੇ ਸਰਕਾਰ ਨੂੰ ਚਿਤਾਵਨੀ ਦਿੱਤੀ ਕਿ ਜੇਕਰ ਮੰਗਾਂ ਨਾ ਮੰਨੀਆਂ ਗਈਆਂ ਤਾਂ ਸੰਘਰਸ਼ ਹੋਰ ਤੇਜ਼ ਕੀਤਾ ਜਾਵੇਗਾ। [243, 1017, 358, 1302]
body-col1 [964, 850, 1092, 1114]
photo-caption: ਮੀਟਿੰਗ ਦੌਰਾਨ ਕੈਬਨਿਟ ਮੰਤਰੀ ਤੇ ਅਧਿਕਾਰੀ। [1215, 350, 1497, 359]
dateline: ਡੇਰਾਬੱਸੀ, 10 ਜੂਨ (ਹਰਪ੍ਰੀਤ ਸੈਣੀ)- [492, 1534, 601, 1555]
article-headline: ਕਿਸਾਨਾਂ ਦੀ ਸਹਿਮਤੀ ਤੋਂ ਬਿਨਾਂ ਜਮੀਨਾਂ ਐਕਵਾਇਰ ਨਹੀਂ ਹੋਣ ਦੇਵਾਂਗੇ : ਲੱਖੋਵਾਲ [114, 188, 848, 218]
right-column-region [956, 188, 1499, 2231]
institution-banner: SRI SUKHMANI GROUP OF INSTITUTIONS [15, 1411, 188, 1425]
photo-caption: ਮ੍ਰਿਤਕ ਦੀ ਤਸਵੀਰ ਤੇ ਪਰਿਵਾਰਕ ਮੈਂਬਰ। [123, 1004, 358, 1014]
body-text: ਇਲਾਕੇ ਵਿੱਚ ਬਿਜਲੀ ਦੇ ਲੰਮੇ ਕੱਟਾਂ ਕਾਰਨ ਲੋਕ ਬੁਰੀ ਤਰ੍ਹਾਂ ਪਰੇਸ਼ਾਨ ਹਨ। ਤਾਪਮਾਨ 45 ਡਿਗਰੀ ਤੋਂ ਪਾਰ ਜਾਣ ਕਾਰਨ ਲੋਕਾਂ ਦਾ ਜਿਊਣਾ ਮੁਹਾਲ ਹੋ ਗਿਆ ਹੈ। ਪਿੰਡ ਵਾਸੀਆਂ ਨੇ ਪਾਵਰਕਾਮ ਅਧਿਕਾਰੀਆਂ ਖ਼ਿਲਾਫ਼ ਰੋਸ ਪ੍ਰਗਟਾਇਆ ਅਤੇ ਮੰਗ ਕੀਤੀ ਕਿ ਬਿਜਲੀ ਸਪਲਾਈ ਨਿਰਵਿਘਨ ਕੀਤੀ ਜਾਵੇ। [964, 1324, 1092, 1400]
